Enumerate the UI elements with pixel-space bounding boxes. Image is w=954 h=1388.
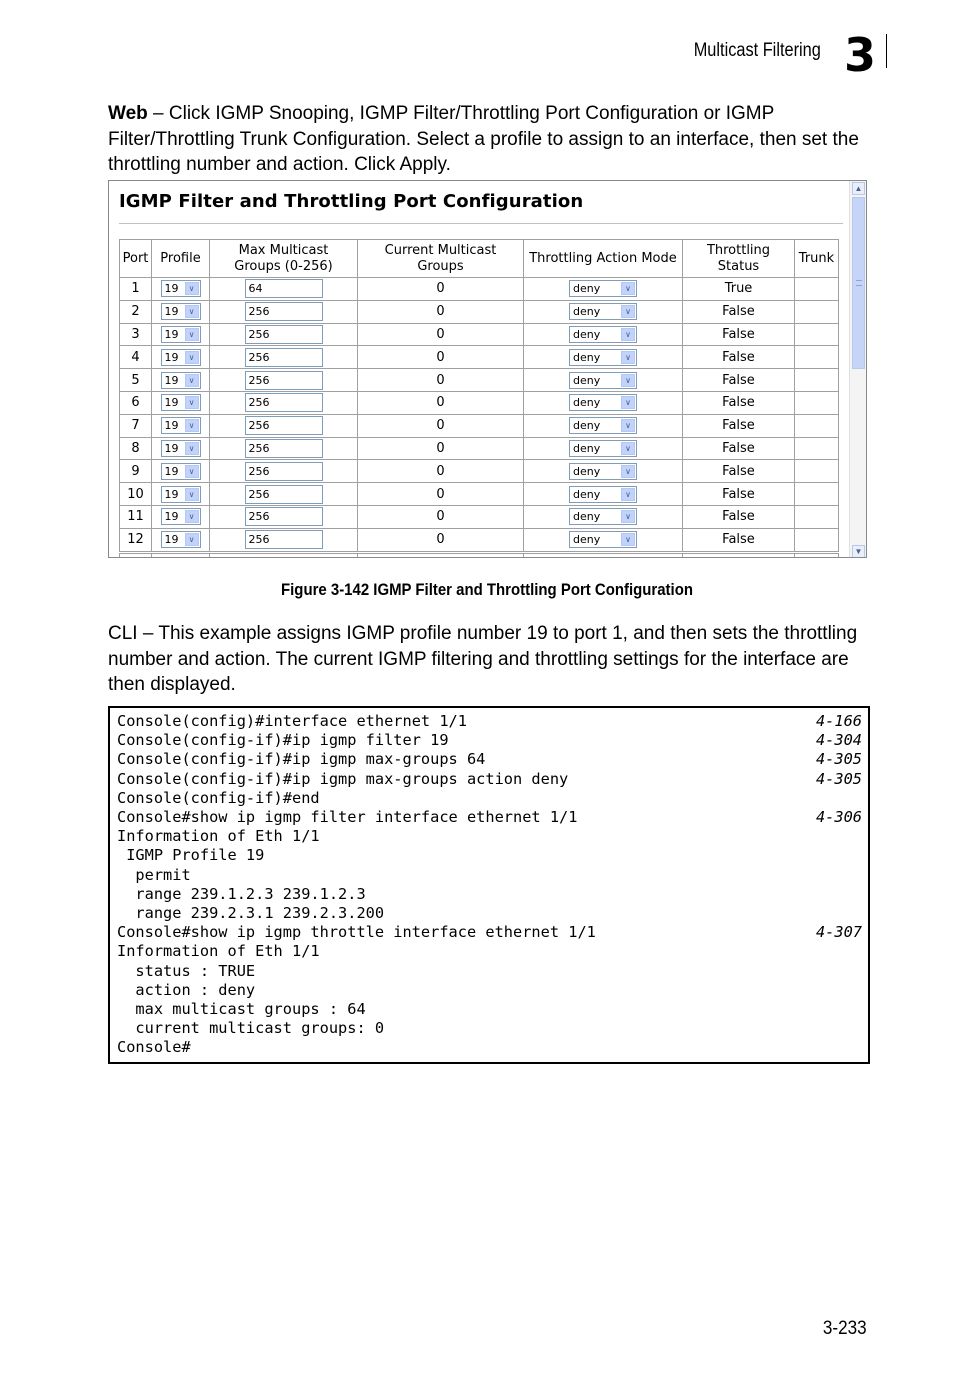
profile-select[interactable]: 19 ∨ [161,326,201,343]
chevron-down-icon[interactable]: ∨ [185,374,199,387]
scroll-thumb[interactable] [852,197,865,369]
chapter-divider [886,34,887,68]
max-groups-cell [210,346,358,369]
trunk-cell [795,323,839,346]
action-mode-select[interactable]: deny ∨ [569,531,637,548]
profile-cell [152,483,210,506]
trunk-cell [795,460,839,483]
chevron-down-icon[interactable]: ∨ [621,351,635,364]
cli-line [117,1000,862,1019]
cli-example [108,706,870,1064]
action-mode-select[interactable]: deny ∨ [569,508,637,525]
profile-cell [152,323,210,346]
throttling-status-cell: False [683,300,795,323]
cli-line [117,712,862,731]
current-groups-cell: 0 [358,391,524,414]
trunk-cell [795,391,839,414]
action-mode-select[interactable]: deny ∨ [569,486,637,503]
current-groups-cell: 0 [358,346,524,369]
chevron-down-icon[interactable]: ∨ [185,305,199,318]
cli-line [117,885,862,904]
config-title: IGMP Filter and Throttling Port Configuration [119,191,584,212]
profile-select[interactable]: 19 ∨ [161,394,201,411]
profile-cell [152,346,210,369]
cli-command: Information of Eth 1/1 [117,942,320,961]
config-screenshot [108,180,867,558]
throttling-status-cell: True [683,278,795,301]
max-groups-cell [210,505,358,528]
chevron-down-icon[interactable]: ∨ [185,396,199,409]
chevron-down-icon[interactable]: ∨ [621,533,635,546]
trunk-cell [795,528,839,551]
max-groups-cell [210,483,358,506]
chevron-down-icon[interactable]: ∨ [621,328,635,341]
chevron-down-icon[interactable]: ∨ [621,488,635,501]
vertical-scrollbar[interactable] [849,181,866,558]
current-groups-cell: 0 [358,369,524,392]
chevron-down-icon[interactable]: ∨ [185,351,199,364]
cli-line [117,866,862,885]
throttling-status-cell: False [683,483,795,506]
action-mode-select[interactable]: deny ∨ [569,417,637,434]
table-row [120,369,839,392]
action-mode-select[interactable]: deny ∨ [569,372,637,389]
cli-reference: 4-307 [815,923,862,942]
throttling-status-cell: False [683,460,795,483]
max-groups-cell [210,369,358,392]
cli-line [117,962,862,981]
trunk-cell [795,300,839,323]
profile-select[interactable]: 19 ∨ [161,417,201,434]
page-header [0,28,954,82]
profile-select[interactable]: 19 ∨ [161,440,201,457]
throttling-status-cell: False [683,323,795,346]
current-groups-cell: 0 [358,414,524,437]
max-groups-cell [210,528,358,551]
profile-select[interactable]: 19 ∨ [161,486,201,503]
port-cell: 6 [120,391,152,414]
max-groups-cell [210,300,358,323]
chevron-down-icon[interactable]: ∨ [185,465,199,478]
cli-command: current multicast groups: 0 [117,1019,385,1038]
profile-select[interactable]: 19 ∨ [161,372,201,389]
cli-command: range 239.1.2.3 239.1.2.3 [117,884,366,903]
col-trunk: Trunk [795,240,839,278]
table-row [120,437,839,460]
trunk-cell [795,437,839,460]
cli-command: range 239.2.3.1 239.2.3.200 [117,904,385,922]
title-divider [119,223,843,224]
partial-next-row [119,553,839,558]
profile-select[interactable]: 19 ∨ [161,463,201,480]
chevron-down-icon[interactable]: ∨ [185,488,199,501]
chevron-down-icon[interactable]: ∨ [621,465,635,478]
profile-select[interactable]: 19 ∨ [161,531,201,548]
scroll-up-icon[interactable]: ▲ [852,182,865,195]
cli-reference: 4-166 [815,712,862,730]
action-mode-cell [524,391,683,414]
cli-line [117,846,862,865]
max-groups-input[interactable]: 256 [245,393,323,412]
port-cell: 7 [120,414,152,437]
profile-cell [152,369,210,392]
cli-line [117,750,862,769]
table-row [120,460,839,483]
cli-reference: 4-306 [815,808,862,826]
max-groups-input[interactable]: 256 [245,371,323,390]
action-mode-cell [524,369,683,392]
web-instructions-text: – Click IGMP Snooping, IGMP Filter/Throttling Port Configuration or IGMP Filter/Throttling Trunk Configuration. Select a profile to assign to an interface, then set the throttling number and action. Click Apply. [108,103,859,175]
action-mode-select[interactable]: deny ∨ [569,303,637,320]
profile-select[interactable]: 19 ∨ [161,303,201,320]
cli-line [117,731,862,750]
cli-line [117,1019,862,1038]
profile-cell [152,437,210,460]
cli-line [117,808,862,827]
profile-cell [152,414,210,437]
chevron-down-icon[interactable]: ∨ [185,442,199,455]
throttling-status-cell: False [683,505,795,528]
chevron-down-icon[interactable]: ∨ [185,328,199,341]
cli-command: status : TRUE [117,961,256,980]
current-groups-cell: 0 [358,460,524,483]
throttling-status-cell: False [683,414,795,437]
chevron-down-icon[interactable]: ∨ [621,282,635,295]
trunk-cell [795,414,839,437]
trunk-cell [795,483,839,506]
action-mode-cell [524,437,683,460]
chevron-down-icon[interactable]: ∨ [621,396,635,409]
cli-reference: 4-305 [815,750,862,769]
cli-command: Console(config-if)#end [117,788,320,807]
chapter-number: 3 [844,28,877,82]
col-throttling-status: Throttling Status [683,240,795,278]
cli-line [117,942,862,961]
chevron-down-icon[interactable]: ∨ [621,305,635,318]
port-config-table [119,239,839,552]
max-groups-cell [210,278,358,301]
max-groups-input[interactable]: 256 [245,325,323,344]
table-row [120,323,839,346]
cli-command: action : deny [117,980,256,999]
profile-select[interactable]: 19 ∨ [161,508,201,525]
profile-select[interactable]: 19 ∨ [161,280,201,297]
throttling-status-cell: False [683,346,795,369]
action-mode-cell [524,278,683,301]
port-cell: 11 [120,505,152,528]
cli-line [117,789,862,808]
max-groups-input[interactable]: 256 [245,507,323,526]
action-mode-cell [524,323,683,346]
chevron-down-icon[interactable]: ∨ [185,510,199,523]
table-row [120,300,839,323]
action-mode-cell [524,414,683,437]
scroll-down-icon[interactable]: ▼ [852,545,865,558]
cli-command: IGMP Profile 19 [117,846,265,865]
cli-instructions: CLI – This example assigns IGMP profile number 19 to port 1, and then sets the throttling number and action. The current IGMP filtering and throttling settings for the interface are then displayed. [108,623,858,695]
cli-reference: 4-304 [815,731,862,750]
max-groups-input[interactable]: 256 [245,348,323,367]
port-cell: 9 [120,460,152,483]
trunk-cell [795,505,839,528]
profile-cell [152,460,210,483]
max-groups-input[interactable]: 256 [245,302,323,321]
action-mode-cell [524,505,683,528]
cli-reference: 4-305 [815,769,862,788]
profile-cell [152,505,210,528]
port-cell: 4 [120,346,152,369]
max-groups-cell [210,323,358,346]
port-cell: 10 [120,483,152,506]
cli-command: Information of Eth 1/1 [117,827,320,846]
cli-command: Console(config-if)#ip igmp max-groups 64 [117,750,486,769]
port-cell: 2 [120,300,152,323]
table-row [120,346,839,369]
action-mode-select[interactable]: deny ∨ [569,349,637,366]
max-groups-cell [210,391,358,414]
profile-cell [152,528,210,551]
table-row [120,483,839,506]
section-title: Multicast Filtering [693,40,821,61]
action-mode-cell [524,346,683,369]
action-mode-select[interactable]: deny ∨ [569,440,637,457]
table-row [120,414,839,437]
table-row [120,391,839,414]
table-row [120,278,839,301]
figure-caption: Figure 3-142 IGMP Filter and Throttling Port Configuration [281,580,693,599]
throttling-status-cell: False [683,437,795,460]
col-max-groups: Max Multicast Groups (0-256) [210,240,358,278]
max-groups-input[interactable]: 64 [245,279,323,298]
cli-line [117,981,862,1000]
current-groups-cell: 0 [358,323,524,346]
profile-cell [152,278,210,301]
max-groups-cell [210,437,358,460]
cli-command: Console(config)#interface ethernet 1/1 [117,712,467,730]
port-cell: 12 [120,528,152,551]
cli-command: Console#show ip igmp filter interface ethernet 1/1 [117,808,578,826]
trunk-cell [795,278,839,301]
cli-line [117,904,862,923]
web-instructions [108,101,868,178]
chevron-down-icon[interactable]: ∨ [621,510,635,523]
chevron-down-icon[interactable]: ∨ [185,419,199,432]
max-groups-input[interactable]: 256 [245,462,323,481]
profile-cell [152,391,210,414]
cli-command: Console#show ip igmp throttle interface ethernet 1/1 [117,923,596,942]
port-cell: 3 [120,323,152,346]
col-action-mode: Throttling Action Mode [524,240,683,278]
max-groups-input[interactable]: 256 [245,485,323,504]
current-groups-cell: 0 [358,483,524,506]
max-groups-cell [210,460,358,483]
col-port: Port [120,240,152,278]
port-cell: 1 [120,278,152,301]
port-cell: 5 [120,369,152,392]
action-mode-cell [524,528,683,551]
chevron-down-icon[interactable]: ∨ [621,374,635,387]
table-header-row [120,240,839,278]
max-groups-input[interactable]: 256 [245,439,323,458]
current-groups-cell: 0 [358,505,524,528]
cli-line [117,827,862,846]
page-number: 3-233 [823,1318,867,1339]
trunk-cell [795,369,839,392]
col-profile: Profile [152,240,210,278]
col-current-groups: Current Multicast Groups [358,240,524,278]
cli-line [117,1038,862,1057]
action-mode-select[interactable]: deny ∨ [569,326,637,343]
chevron-down-icon[interactable]: ∨ [621,419,635,432]
action-mode-cell [524,300,683,323]
cli-command: permit [117,865,191,884]
max-groups-input[interactable]: 256 [245,530,323,549]
action-mode-cell [524,460,683,483]
cli-command: Console(config-if)#ip igmp filter 19 [117,731,449,750]
chevron-down-icon[interactable]: ∨ [621,442,635,455]
action-mode-select[interactable]: deny ∨ [569,394,637,411]
grip-icon [856,280,862,286]
current-groups-cell: 0 [358,278,524,301]
max-groups-cell [210,414,358,437]
chevron-down-icon[interactable]: ∨ [185,533,199,546]
max-groups-input[interactable]: 256 [245,416,323,435]
cli-line [117,770,862,789]
action-mode-select[interactable]: deny ∨ [569,463,637,480]
action-mode-select[interactable]: deny ∨ [569,280,637,297]
cli-line [117,923,862,942]
cli-command: Console# [117,1038,191,1057]
cli-command: Console(config-if)#ip igmp max-groups action deny [117,769,569,788]
throttling-status-cell: False [683,528,795,551]
throttling-status-cell: False [683,391,795,414]
profile-select[interactable]: 19 ∨ [161,349,201,366]
trunk-cell [795,346,839,369]
current-groups-cell: 0 [358,300,524,323]
current-groups-cell: 0 [358,437,524,460]
profile-cell [152,300,210,323]
table-row [120,528,839,551]
action-mode-cell [524,483,683,506]
chevron-down-icon[interactable]: ∨ [185,282,199,295]
cli-command: max multicast groups : 64 [117,1000,366,1018]
current-groups-cell: 0 [358,528,524,551]
web-label: Web [108,103,148,124]
throttling-status-cell: False [683,369,795,392]
table-row [120,505,839,528]
port-cell: 8 [120,437,152,460]
